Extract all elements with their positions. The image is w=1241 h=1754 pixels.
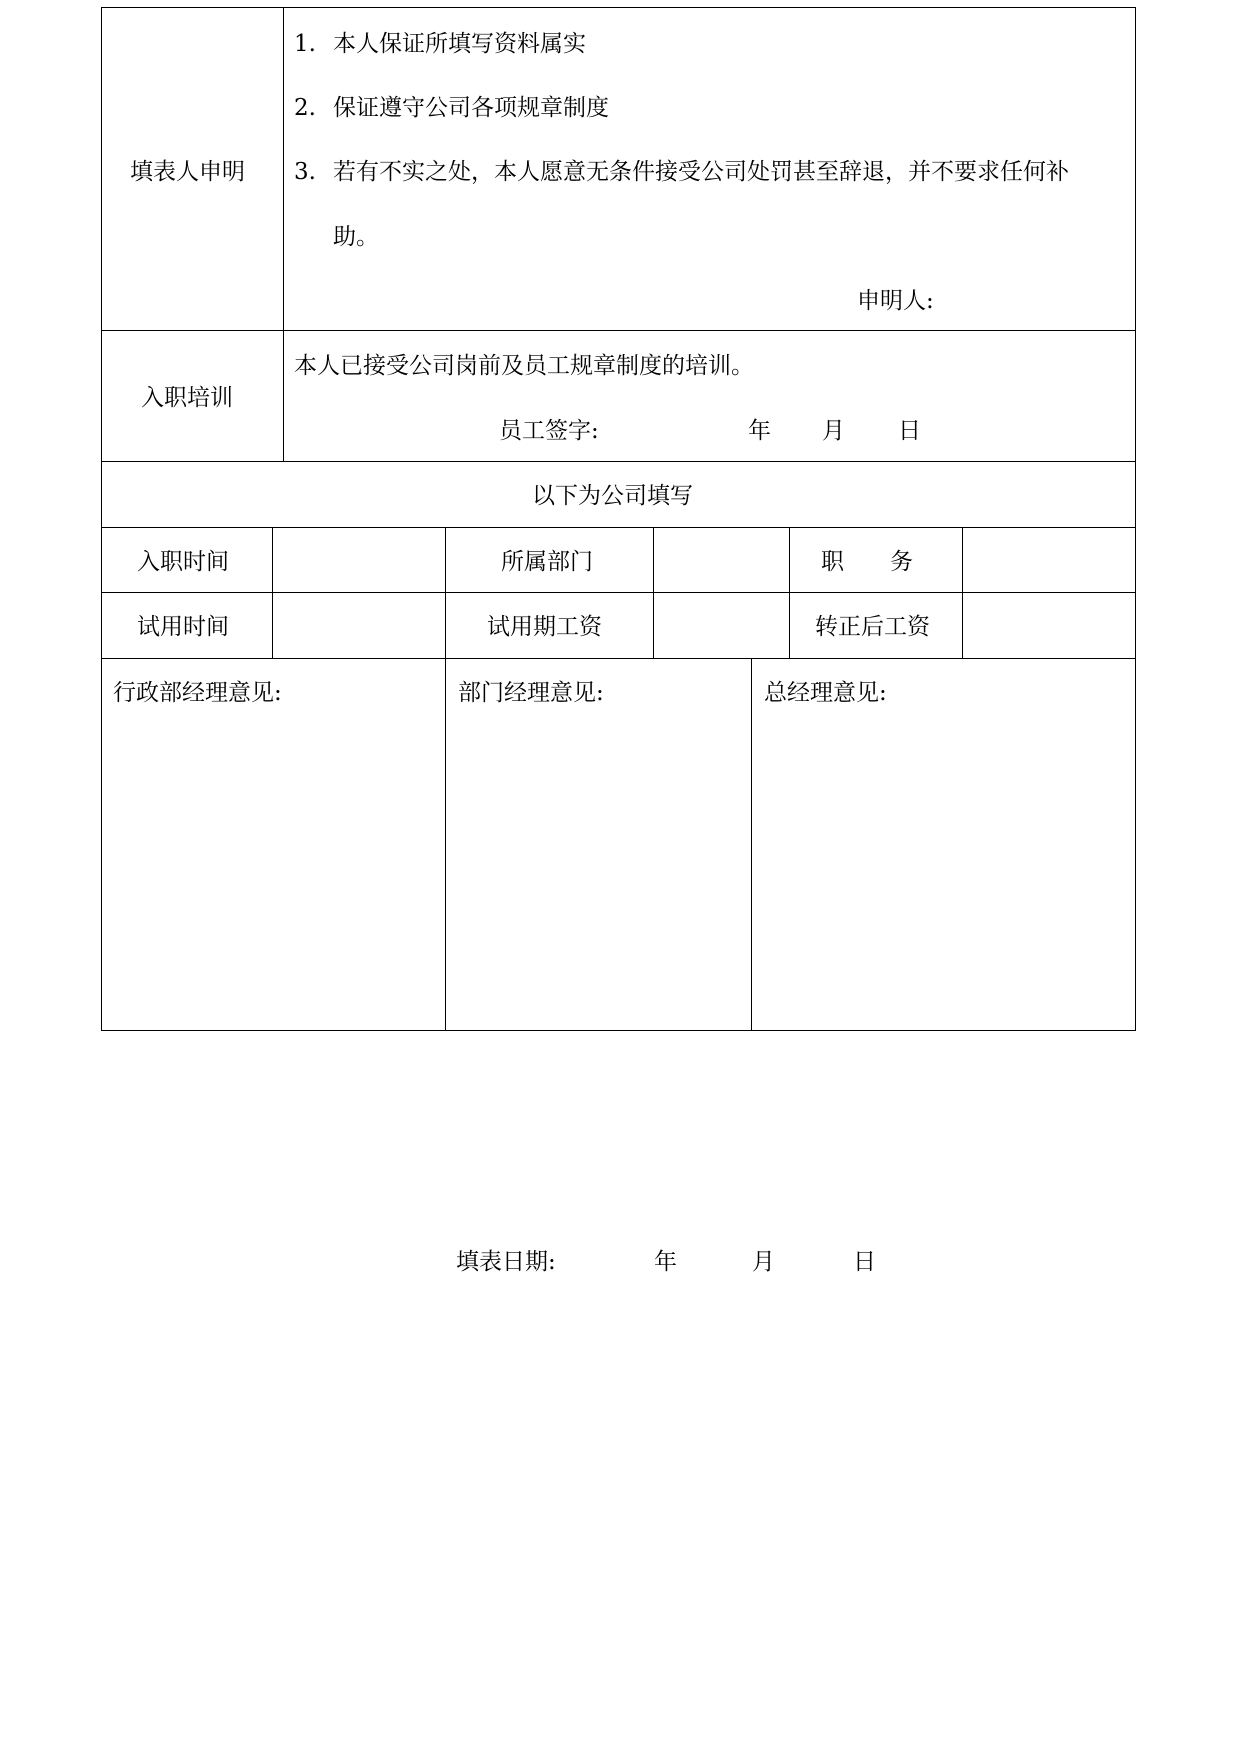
general-manager-opinion-label: 总经理意见: xyxy=(764,680,887,706)
probation-salary-label: 试用期工资 xyxy=(487,614,602,640)
position-label: 职 务 xyxy=(821,549,913,575)
fill-date-label: 填表日期: xyxy=(456,1249,556,1275)
training-statement: 本人已接受公司岗前及员工规章制度的培训。 xyxy=(294,353,754,379)
training-label: 入职培训 xyxy=(141,385,233,411)
dept-manager-opinion-label: 部门经理意见: xyxy=(458,680,604,706)
row-divider xyxy=(101,592,1136,593)
row-divider xyxy=(101,658,1136,659)
company-section-heading: 以下为公司填写 xyxy=(532,483,693,509)
declaration-item-text: 本人保证所填写资料属实 xyxy=(333,31,586,57)
fill-date-day-label: 日 xyxy=(853,1249,876,1275)
probation-time-label: 试用时间 xyxy=(137,614,229,640)
column-divider xyxy=(962,527,963,658)
column-divider xyxy=(272,527,273,658)
column-divider xyxy=(653,527,654,658)
column-divider xyxy=(751,658,752,1031)
admin-manager-opinion-label: 行政部经理意见: xyxy=(113,680,282,706)
start-date-label: 入职时间 xyxy=(137,549,229,575)
declaration-label: 填表人申明 xyxy=(130,159,245,185)
training-day-label: 日 xyxy=(898,418,921,444)
training-year-label: 年 xyxy=(748,418,771,444)
regular-salary-label: 转正后工资 xyxy=(815,614,930,640)
department-label: 所属部门 xyxy=(501,549,593,575)
signer-label: 申明人: xyxy=(857,288,934,314)
fill-date-month-label: 月 xyxy=(752,1249,775,1275)
row-divider xyxy=(101,330,1136,331)
employee-signature-label: 员工签字: xyxy=(499,418,599,444)
column-divider xyxy=(283,7,284,461)
declaration-item-number: 1. xyxy=(294,31,316,57)
declaration-item-continuation: 助。 xyxy=(333,224,379,250)
fill-date-year-label: 年 xyxy=(654,1249,677,1275)
column-divider xyxy=(789,527,790,658)
row-divider xyxy=(101,527,1136,528)
declaration-item-number: 3. xyxy=(294,159,316,185)
column-divider xyxy=(445,527,446,1031)
declaration-item-text: 若有不实之处，本人愿意无条件接受公司处罚甚至辞退，并不要求任何补 xyxy=(333,159,1069,185)
declaration-item-number: 2. xyxy=(294,95,316,121)
declaration-item-text: 保证遵守公司各项规章制度 xyxy=(333,95,609,121)
row-divider xyxy=(101,461,1136,462)
training-month-label: 月 xyxy=(822,418,845,444)
